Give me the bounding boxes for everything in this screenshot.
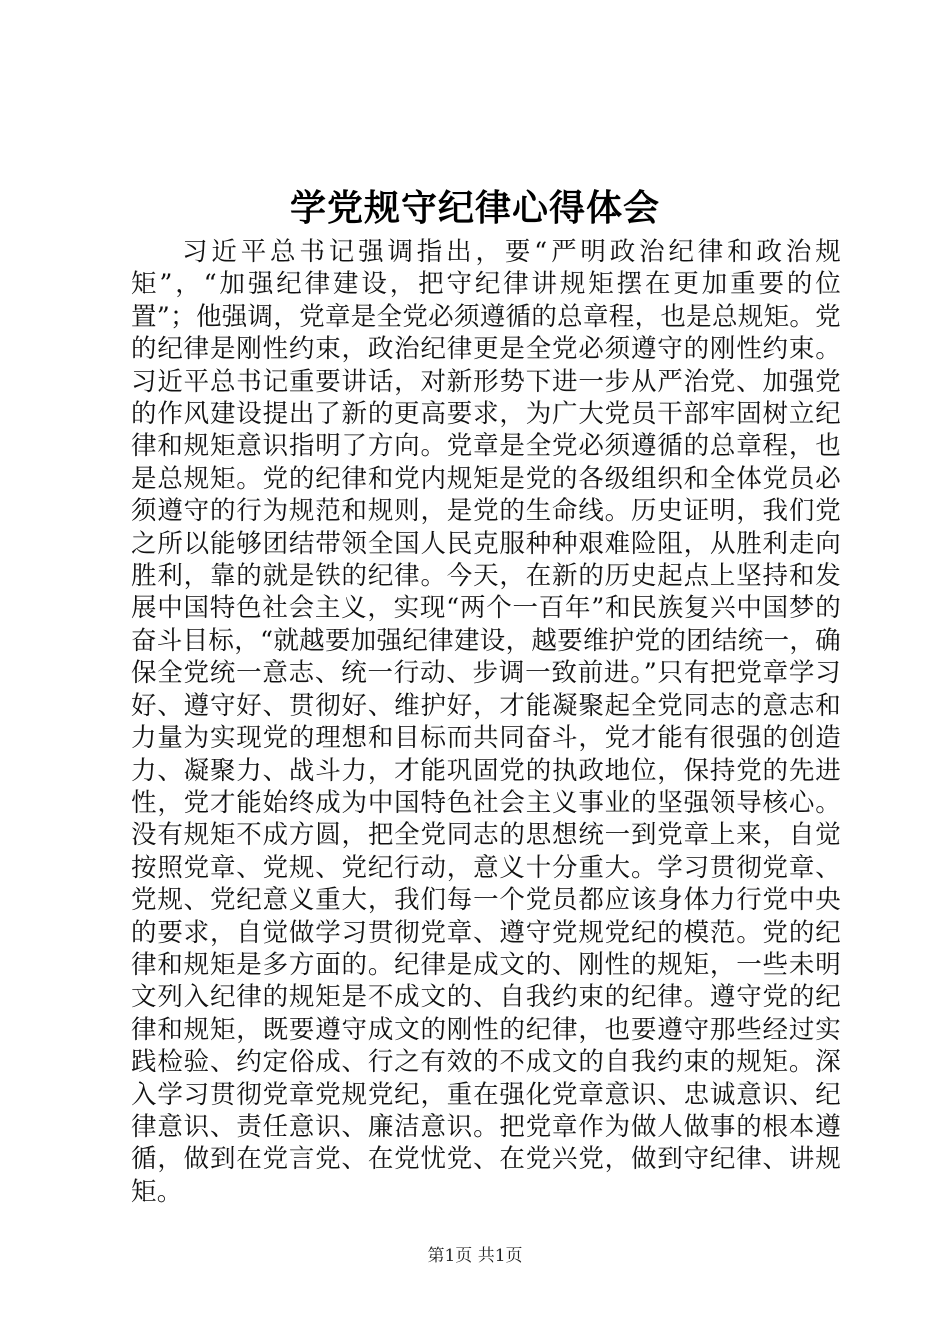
document-title: 学党规守纪律心得体会 bbox=[289, 187, 660, 229]
page-footer-page-number: 第1页 共1页 bbox=[427, 1246, 523, 1266]
document-body-paragraph: 习近平总书记强调指出，要“严明政治纪律和政治规矩”，“加强纪律建设，把守纪律讲规矩摆在更加重要的位置”；他强调，党章是全党必须遵循的总章程，也是总规矩。党的纪律是刚性约束，政治纪律更是全党必须遵守的刚性约束。习近平总书记重要讲话，对新形势下进一步从严治党、加强党的作风建设提出了新的更高要求，为广大党员干部牢固树立纪律和规矩意识指明了方向。党章是全党必须遵循的总章程，也是总规矩。党的纪律和党内规矩是党的各级组织和全体党员必须遵守的行为规范和规则，是党的生命线。历史证明，我们党之所以能够团结带领全国人民克服种种艰难险阻，从胜利走向胜利，靠的就是铁的纪律。今天，在新的历史起点上坚持和发展中国特色社会主义，实现“两个一百年”和民族复兴中国梦的奋斗目标，“就越要加强纪律建设，越要维护党的团结统一，确保全党统一意志、统一行动、步调一致前进。”只有把党章学习好、遵守好、贯彻好、维护好，才能凝聚起全党同志的意志和力量为实现党的理想和目标而共同奋斗，党才能有很强的创造力、凝聚力、战斗力，才能巩固党的执政地位，保持党的先进性，党才能始终成为中国特色社会主义事业的坚强领导核心。没有规矩不成方圆，把全党同志的思想统一到党章上来，自觉按照党章、党规、党纪行动，意义十分重大。学习贯彻党章、党规、党纪意义重大，我们每一个党员都应该身体力行党中央的要求，自觉做学习贯彻党章、遵守党规党纪的模范。党的纪律和规矩是多方面的。纪律是成文的、刚性的规矩，一些未明文列入纪律的规矩是不成文的、自我约束的纪律。遵守党的纪律和规矩，既要遵守成文的刚性的纪律，也要遵守那些经过实践检验、约定俗成、行之有效的不成文的自我约束的规矩。深入学习贯彻党章党规党纪，重在强化党章意识、忠诚意识、纪律意识、责任意识、廉洁意识。把党章作为做人做事的根本遵循，做到在党言党、在党忧党、在党兴党，做到守纪律、讲规矩。 bbox=[131, 237, 841, 1207]
